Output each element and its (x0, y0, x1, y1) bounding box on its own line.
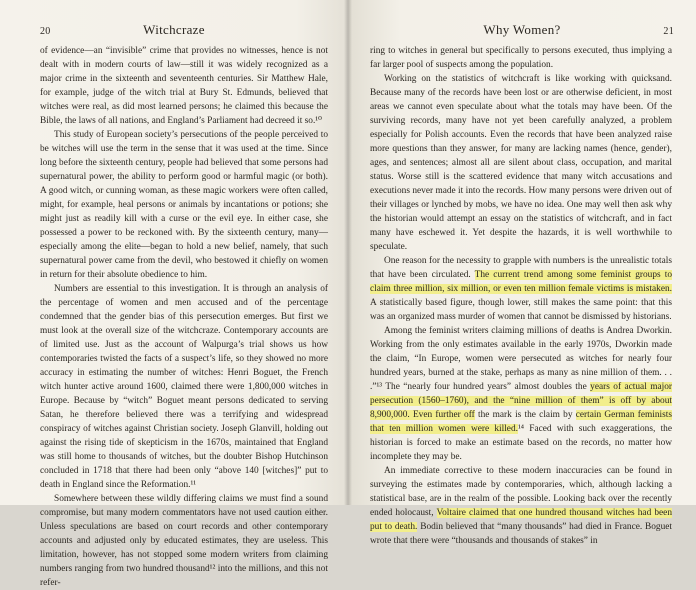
highlighted-text: The current trend among some feminist groups to claim three million, six million, or even ten million female victims is mistaken. (370, 270, 672, 294)
text-segment: Among the feminist writers claiming millions of deaths is Andrea Dworkin. Working from the only estimates available in the early 1970s, Dworkin made the claim, “In Europe, women were persecuted as witches for nearly four hundred years, burned at the stake, perhaps as many as nine million of them. . . .”¹³ The “nearly four hundred years” almost doubles the (370, 326, 672, 392)
running-title: Witchcraze (143, 22, 205, 37)
paragraph (370, 72, 672, 254)
paragraph (370, 254, 672, 324)
page-number: 21 (663, 26, 674, 37)
paragraph: Numbers are essential to this investigation. It is through an analysis of the percentage of women and men accused and of the percentage condemned that the gender bias of this persecution emerges. But first we must look at the overall size of the witchcraze. Contemporary accounts are of limited use. Just as the account of Walpurga’s trial shows us how contemporaries twisted the facts of a suspect’s life, so they showed no more accuracy in estimating the number of witches: Henri Boguet, the French witch hunter active around 1600, claimed there were 1,800,000 witches in Europe. Because by “witch” Boguet meant persons dedicated to serving Satan, he therefore believed there was a terrifying and widespread conspiracy of witches against Christian society. Joseph Glanvill, holding out against the rising tide of skepticism in the 1670s, maintained that England was still home to thousands of witches, but the doubter Bishop Hutchinson concluded in 1718 that there had been only “above 140 [witches]” put to death in England since the Reformation.¹¹ (40, 284, 328, 490)
text-segment: ¹⁴ Faced with such exaggerations, the historian is forced to make an estimate based on the records, no matter how incomplete they may be. (370, 424, 672, 462)
left-page (0, 0, 348, 588)
text-segment: ring to witches in general but specifically to persons executed, thus implying a far larger pool of suspects among the population. (370, 46, 672, 70)
text-segment: Bodin believed that “many thousands” had died in France. Boguet wrote that there were “thousands and thousands of stakes” in (370, 522, 673, 546)
text-segment: A statistically based figure, though lower, still makes the same point: that this was an organized mass murder of women that cannot be dismissed by historians. (370, 298, 672, 322)
paragraph (370, 464, 672, 548)
paragraph: Somewhere between these wildly differing claims we must find a sound compromise, but many modern commentators have not used caution either. Unless speculations are based on court records and other contemporary accounts and adjusted only by educated estimates, they are useless. This limitation, however, has not stopped some modern writers from claiming numbers ranging from two hundred thousand¹² into the millions, and this not refer- (40, 494, 328, 588)
text-segment: An immediate corrective to these modern inaccuracies can be found in surveying the estimates made by contemporaries, which, although lacking a statistical base, are in the realm of the possible. Looking back over the recently ended holocaust, (370, 466, 672, 518)
highlighted-text: years of actual major persecution (1560–1760), and the “nine million of them” is off by about 8,900,000. Even further off (370, 382, 673, 420)
running-title: Why Women? (483, 22, 561, 37)
text-segment: the mark is the claim by (474, 410, 576, 420)
right-page (348, 0, 696, 546)
highlighted-text: Voltaire claimed that one hundred thousand witches had been put to death. (370, 508, 672, 532)
paragraph: This study of European society’s persecutions of the people perceived to be witches will use the term in the sense that it was used at the time. Since long before the sixteenth century, people had believed that some persons had supernatural power, the ability to perform good or harmful magic (or both). A good witch, or cunning woman, as these magic workers were often called, might, for example, heal persons or animals by incantations or potions; she might just as readily kill with a curse or the evil eye. In either case, she possessed a power to be reckoned with. By the sixteenth century, many—especially among the elite—began to hold a new belief, namely, that such supernatural power came from the devil, who bestowed it chiefly on women in return for their absolute obedience to him. (40, 130, 328, 280)
highlighted-text: certain German feminists that ten million women were killed. (370, 410, 672, 434)
paragraph (370, 44, 672, 72)
right-page-body (370, 44, 672, 548)
paragraph (370, 324, 672, 464)
page-number: 20 (40, 26, 51, 37)
paragraph: of evidence—an “invisible” crime that provides no witnesses, hence is not dealt with in modern courts of law—still it was widely recognized as a major crime in the sixteenth and seventeenth centuries. Sir Matthew Hale, for example, judge of the witch trial at Bury St. Edmunds, believed that witches were real, as did most learned persons; he claimed this because the Bible, the laws of all nations, and England’s Parliament had decreed it so.¹⁰ (40, 46, 328, 126)
text-segment: Working on the statistics of witchcraft is like working with quicksand. Because many of the records have been lost or are otherwise deficient, in most areas we cannot even speculate about what the totals may have been. Of the surviving records, many have not yet been carefully analyzed, a problem especially for Polish accounts. Even the records that have been analyzed raise more questions than they answer, for many are lacking names (hence, gender), ages, and sentences; almost all are silent about class, occupation, and marital status. Worse still is the scattered evidence that many witch accusations and executions never made it into the records. How many persons were driven out of their villages or lynched by mobs, we have no idea. One may well then ask why the historian would attempt an essay on the statistics of witchcraft, and in fact many have eschewed it. Yet despite the hazards, it is well worthwhile to speculate. (370, 74, 672, 252)
left-page-body (40, 44, 328, 590)
text-segment: One reason for the necessity to grapple with numbers is the unrealistic totals that have been circulated. (370, 256, 672, 280)
